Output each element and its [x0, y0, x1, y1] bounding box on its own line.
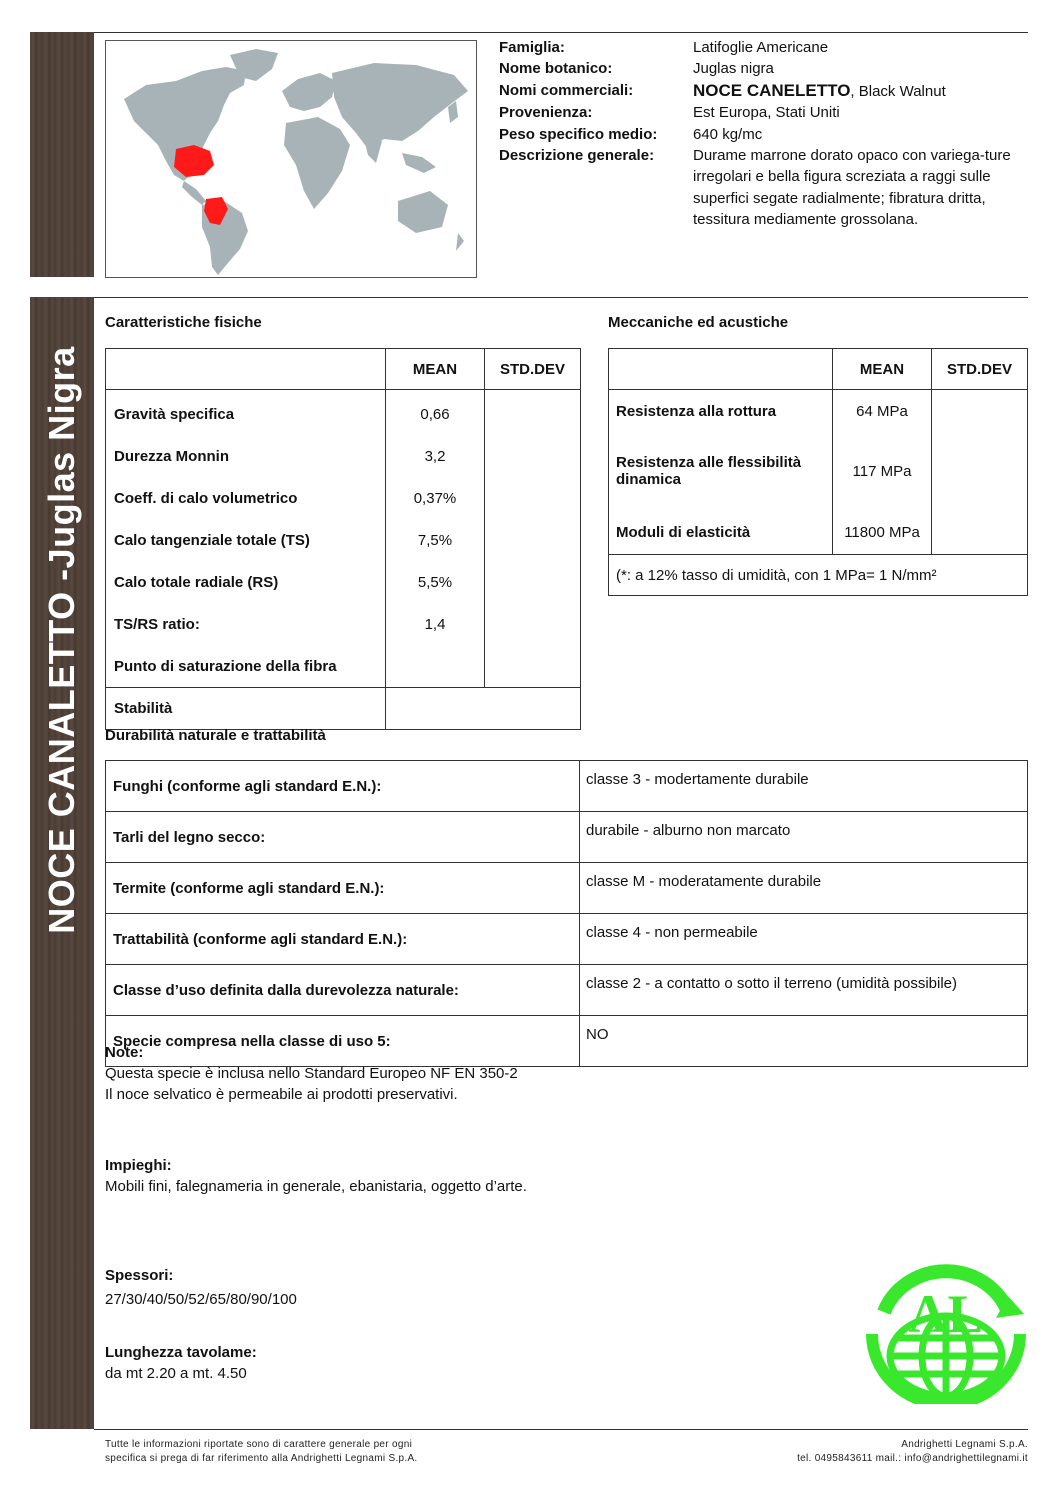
- table-row: [106, 812, 1028, 863]
- physical-std: [485, 390, 581, 436]
- info-row-peso-specifico: [499, 124, 1028, 145]
- uses-block: [105, 1155, 527, 1197]
- footer-rule: [94, 1429, 1028, 1430]
- mechanical-mean: 11800 MPa: [833, 510, 932, 555]
- durability-label: Trattabilità (conforme agli standard E.N.):: [106, 914, 580, 965]
- footer-disclaimer-line: specifica si prega di far riferimento alla Andrighetti Legnami S.p.A.: [105, 1453, 418, 1464]
- physical-mean: [386, 645, 485, 688]
- physical-label: TS/RS ratio:: [106, 603, 386, 645]
- mechanical-label: Resistenza alle flessibilità dinamica: [609, 432, 833, 510]
- durability-label: Specie compresa nella classe di uso 5:: [106, 1016, 580, 1067]
- world-map-graphic: [106, 41, 476, 277]
- physical-header-empty: [106, 349, 386, 390]
- info-row-provenienza: [499, 102, 1028, 123]
- footer-left: [105, 1438, 418, 1466]
- info-key: Nomi commerciali:: [499, 81, 634, 99]
- mechanical-table: [608, 348, 1028, 596]
- table-row: [106, 435, 581, 477]
- durability-label: Funghi (conforme agli standard E.N.):: [106, 761, 580, 812]
- physical-header-std: STD.DEV: [485, 349, 581, 390]
- mechanical-header-mean: MEAN: [833, 349, 932, 390]
- physical-table: [105, 348, 581, 730]
- physical-std: [485, 603, 581, 645]
- durability-value: classe 2 - a contatto o sotto il terreno (umidità possibile): [580, 965, 1028, 1016]
- physical-header-mean: MEAN: [386, 349, 485, 390]
- footer-contact: tel. 0495843611 mail.: info@andrighettilegnami.it: [797, 1453, 1028, 1464]
- mechanical-title: Meccaniche ed acustiche: [608, 314, 789, 331]
- notes-line: Il noce selvatico è permeabile ai prodotti preservativi.: [105, 1086, 458, 1103]
- info-value: 640 kg/mc: [693, 125, 763, 143]
- table-row: [106, 645, 581, 688]
- table-row: [106, 603, 581, 645]
- section-rule: [94, 297, 1028, 298]
- durability-label: Termite (conforme agli standard E.N.):: [106, 863, 580, 914]
- table-row: [106, 761, 1028, 812]
- table-row: [106, 914, 1028, 965]
- durability-label: Classe d’uso definita dalla durevolezza naturale:: [106, 965, 580, 1016]
- mechanical-label: Moduli di elasticità: [609, 510, 833, 555]
- notes-heading: Note:: [105, 1044, 144, 1061]
- physical-label: Calo tangenziale totale (TS): [106, 519, 386, 561]
- info-key: Famiglia:: [499, 39, 565, 56]
- footer-company: Andrighetti Legnami S.p.A.: [901, 1439, 1028, 1450]
- durability-label: Tarli del legno secco:: [106, 812, 580, 863]
- physical-label: Durezza Monnin: [106, 435, 386, 477]
- info-value: Est Europa, Stati Uniti: [693, 104, 840, 122]
- physical-std: [485, 477, 581, 519]
- mechanical-note-row: [609, 555, 1028, 596]
- physical-mean: 5,5%: [386, 561, 485, 603]
- notes-block: [105, 1042, 518, 1105]
- info-key: Nome botanico:: [499, 60, 613, 78]
- mechanical-std: [932, 390, 1028, 433]
- physical-std: [485, 561, 581, 603]
- physical-mean: 0,66: [386, 390, 485, 436]
- mechanical-header-row: [609, 349, 1028, 390]
- physical-label: Punto di saturazione della fibra: [106, 645, 386, 688]
- mechanical-header-empty: [609, 349, 833, 390]
- length-block: [105, 1342, 257, 1384]
- info-row-famiglia: [499, 37, 1028, 58]
- info-value: Latifoglie Americane: [693, 39, 829, 56]
- durability-value: classe 3 - modertamente durabile: [580, 761, 1028, 812]
- thickness-block: [105, 1265, 297, 1310]
- table-row: [106, 390, 581, 436]
- stability-row: [106, 688, 581, 730]
- durability-value: durabile - alburno non marcato: [580, 812, 1028, 863]
- uses-text: Mobili fini, falegnameria in generale, ebanistaria, oggetto d’arte.: [105, 1178, 527, 1195]
- length-heading: Lunghezza tavolame:: [105, 1344, 257, 1361]
- top-rule: [94, 32, 1028, 33]
- physical-label: Calo totale radiale (RS): [106, 561, 386, 603]
- info-value: [693, 80, 1028, 102]
- world-map: [105, 40, 477, 278]
- mechanical-std: [932, 510, 1028, 555]
- table-row: [106, 477, 581, 519]
- physical-mean: 3,2: [386, 435, 485, 477]
- physical-header-row: [106, 349, 581, 390]
- wood-strip-top: [30, 32, 94, 277]
- info-key: Peso specifico medio:: [499, 125, 658, 143]
- table-row: [106, 561, 581, 603]
- physical-std: [485, 435, 581, 477]
- table-row: [609, 510, 1028, 555]
- mechanical-header-std: STD.DEV: [932, 349, 1028, 390]
- uses-heading: Impieghi:: [105, 1157, 172, 1174]
- trade-name: NOCE CANELETTO: [693, 80, 851, 100]
- physical-label: Coeff. di calo volumetrico: [106, 477, 386, 519]
- durability-value: classe 4 - non permeabile: [580, 914, 1028, 965]
- mechanical-note: (*: a 12% tasso di umidità, con 1 MPa= 1 N/mm²: [609, 555, 1028, 596]
- physical-mean: 0,37%: [386, 477, 485, 519]
- physical-title: Caratteristiche fisiche: [105, 314, 262, 331]
- notes-line: Questa specie è inclusa nello Standard Europeo NF EN 350-2: [105, 1065, 518, 1082]
- mechanical-mean: 117 MPa: [833, 432, 932, 510]
- physical-mean: 7,5%: [386, 519, 485, 561]
- trade-name-extra: , Black Walnut: [850, 82, 946, 100]
- info-row-nome-botanico: [499, 58, 1028, 79]
- info-value: Durame marrone dorato opaco con variega-ture irregolari e bella figura screziata a raggi sulle superfici segate radialmente; fibratura dritta, tessitura mediamente grossolana.: [693, 147, 1011, 229]
- thickness-text: 27/30/40/50/52/65/80/90/100: [105, 1291, 297, 1308]
- durability-value: classe M - moderatamente durabile: [580, 863, 1028, 914]
- info-key: Descrizione generale:: [499, 147, 655, 165]
- length-text: da mt 2.20 a mt. 4.50: [105, 1365, 247, 1382]
- physical-label: Gravità specifica: [106, 390, 386, 436]
- thickness-heading: Spessori:: [105, 1267, 174, 1284]
- info-row-descrizione: [499, 145, 1028, 231]
- info-row-nomi-commerciali: [499, 80, 1028, 102]
- species-info: [499, 37, 1028, 231]
- company-logo: [862, 1256, 1030, 1404]
- physical-std: [485, 519, 581, 561]
- info-value: Juglas nigra: [693, 60, 774, 78]
- table-row: [106, 965, 1028, 1016]
- mechanical-label: Resistenza alla rottura: [609, 390, 833, 433]
- durability-table: [105, 760, 1028, 1067]
- info-key: Provenienza:: [499, 104, 593, 122]
- footer-right: [797, 1438, 1028, 1466]
- table-row: [609, 432, 1028, 510]
- logo-text: AL: [908, 1284, 984, 1344]
- table-row: [106, 519, 581, 561]
- table-row: [609, 390, 1028, 433]
- mechanical-std: [932, 432, 1028, 510]
- physical-mean: 1,4: [386, 603, 485, 645]
- mechanical-mean: 64 MPa: [833, 390, 932, 433]
- stability-label: Stabilità: [106, 688, 386, 730]
- durability-title: Durabilità naturale e trattabilità: [105, 727, 326, 744]
- physical-std: [485, 645, 581, 688]
- stability-value: [386, 688, 581, 730]
- durability-value: NO: [580, 1016, 1028, 1067]
- species-vertical-title: NOCE CANALETTO -Juglas Nigra: [41, 346, 82, 934]
- table-row: [106, 863, 1028, 914]
- footer-disclaimer-line: Tutte le informazioni riportate sono di carattere generale per ogni: [105, 1439, 413, 1450]
